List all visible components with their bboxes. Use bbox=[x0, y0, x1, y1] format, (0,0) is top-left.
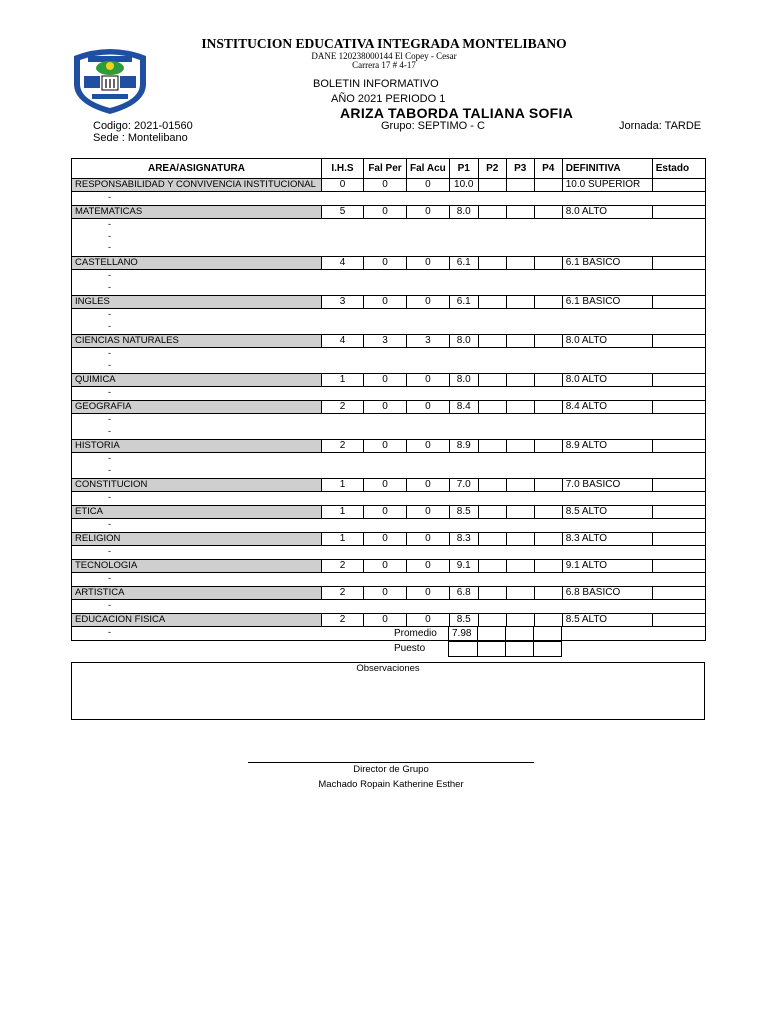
cell-ihs: 4 bbox=[322, 335, 364, 348]
promedio-p4 bbox=[534, 627, 562, 642]
cell-ihs: 2 bbox=[322, 401, 364, 414]
cell-area: RELIGION bbox=[72, 533, 322, 546]
cell-area: RESPONSABILIDAD Y CONVIVENCIA INSTITUCIONAL bbox=[72, 179, 322, 192]
column-header: Fal Acu bbox=[407, 159, 450, 179]
cell-definitiva: 8.5 ALTO bbox=[562, 506, 652, 519]
cell-p3 bbox=[506, 374, 534, 387]
institution-name: INSTITUCION EDUCATIVA INTEGRADA MONTELIBANO bbox=[201, 36, 567, 51]
cell-definitiva: 7.0 BASICO bbox=[562, 479, 652, 492]
cell-fal-acu: 0 bbox=[407, 374, 450, 387]
details-row bbox=[72, 192, 706, 206]
details-cell: - bbox=[72, 492, 706, 506]
cell-fal-per: 3 bbox=[364, 335, 407, 348]
cell-fal-acu: 0 bbox=[407, 533, 450, 546]
cell-p2 bbox=[478, 587, 506, 600]
details-cell: - bbox=[72, 600, 706, 614]
cell-estado bbox=[652, 533, 705, 546]
cell-fal-per: 0 bbox=[364, 179, 407, 192]
cell-ihs: 0 bbox=[322, 179, 364, 192]
cell-fal-acu: 0 bbox=[407, 257, 450, 270]
cell-p4 bbox=[534, 257, 562, 270]
cell-p3 bbox=[506, 506, 534, 519]
observations-title: Observaciones bbox=[356, 663, 420, 674]
table-row bbox=[72, 506, 706, 519]
cell-p2 bbox=[478, 374, 506, 387]
cell-fal-acu: 0 bbox=[407, 440, 450, 453]
cell-fal-acu: 0 bbox=[407, 506, 450, 519]
cell-p3 bbox=[506, 587, 534, 600]
signature-line bbox=[248, 762, 534, 763]
cell-ihs: 5 bbox=[322, 206, 364, 219]
details-cell: - - bbox=[72, 270, 706, 296]
cell-p3 bbox=[506, 206, 534, 219]
cell-p4 bbox=[534, 374, 562, 387]
table-row bbox=[72, 179, 706, 192]
cell-p2 bbox=[478, 479, 506, 492]
campus: Sede : Montelibano bbox=[93, 132, 188, 144]
cell-definitiva: 8.0 ALTO bbox=[562, 335, 652, 348]
cell-p1: 8.5 bbox=[449, 506, 478, 519]
cell-area: ARTISTICA bbox=[72, 587, 322, 600]
cell-p4 bbox=[534, 506, 562, 519]
cell-p4 bbox=[534, 587, 562, 600]
column-header: P2 bbox=[478, 159, 506, 179]
column-header: AREA/ASIGNATURA bbox=[72, 159, 322, 179]
cell-p3 bbox=[506, 533, 534, 546]
cell-fal-acu: 0 bbox=[407, 296, 450, 309]
cell-estado bbox=[652, 506, 705, 519]
cell-area: INGLES bbox=[72, 296, 322, 309]
student-group: Grupo: SEPTIMO - C bbox=[381, 120, 485, 132]
cell-ihs: 2 bbox=[322, 440, 364, 453]
details-cell: - - bbox=[72, 414, 706, 440]
cell-fal-per: 0 bbox=[364, 206, 407, 219]
puesto-p3 bbox=[506, 642, 534, 657]
cell-definitiva: 8.0 ALTO bbox=[562, 374, 652, 387]
cell-p3 bbox=[506, 560, 534, 573]
cell-area: TECNOLOGIA bbox=[72, 560, 322, 573]
cell-estado bbox=[652, 614, 705, 627]
cell-p4 bbox=[534, 335, 562, 348]
puesto-p2 bbox=[478, 642, 506, 657]
cell-definitiva: 9.1 ALTO bbox=[562, 560, 652, 573]
grades-table bbox=[71, 158, 706, 641]
cell-definitiva: 6.8 BASICO bbox=[562, 587, 652, 600]
details-cell: - bbox=[72, 192, 706, 206]
cell-fal-per: 0 bbox=[364, 374, 407, 387]
details-row bbox=[72, 627, 706, 641]
cell-p2 bbox=[478, 257, 506, 270]
cell-fal-acu: 0 bbox=[407, 206, 450, 219]
details-row bbox=[72, 309, 706, 335]
institution-address: Carrera 17 # 4-17 bbox=[352, 60, 416, 70]
column-header: I.H.S bbox=[322, 159, 364, 179]
cell-definitiva: 8.0 ALTO bbox=[562, 206, 652, 219]
cell-fal-acu: 3 bbox=[407, 335, 450, 348]
table-row bbox=[72, 401, 706, 414]
cell-p4 bbox=[534, 479, 562, 492]
cell-p2 bbox=[478, 206, 506, 219]
school-shift: Jornada: TARDE bbox=[619, 120, 702, 132]
cell-area: GEOGRAFIA bbox=[72, 401, 322, 414]
cell-fal-per: 0 bbox=[364, 533, 407, 546]
table-row bbox=[72, 374, 706, 387]
details-row bbox=[72, 219, 706, 257]
table-row bbox=[72, 614, 706, 627]
cell-p2 bbox=[478, 179, 506, 192]
table-row bbox=[72, 257, 706, 270]
cell-p4 bbox=[534, 533, 562, 546]
year-period: AÑO 2021 PERIODO 1 bbox=[331, 93, 446, 105]
table-row bbox=[72, 335, 706, 348]
cell-p4 bbox=[534, 206, 562, 219]
signature-role: Director de Grupo bbox=[353, 764, 429, 775]
cell-p3 bbox=[506, 296, 534, 309]
cell-fal-per: 0 bbox=[364, 560, 407, 573]
dane-code: DANE 120238000144 El Copey - Cesar bbox=[311, 51, 457, 61]
cell-p1: 9.1 bbox=[449, 560, 478, 573]
cell-p2 bbox=[478, 335, 506, 348]
details-row bbox=[72, 414, 706, 440]
promedio-p3 bbox=[506, 627, 534, 642]
cell-definitiva: 6.1 BASICO bbox=[562, 257, 652, 270]
details-row bbox=[72, 270, 706, 296]
column-header: Estado bbox=[652, 159, 705, 179]
cell-p2 bbox=[478, 401, 506, 414]
cell-area: CONSTITUCION bbox=[72, 479, 322, 492]
details-row bbox=[72, 519, 706, 533]
cell-ihs: 4 bbox=[322, 257, 364, 270]
cell-p2 bbox=[478, 440, 506, 453]
table-header-row bbox=[72, 159, 706, 179]
cell-p3 bbox=[506, 257, 534, 270]
column-header: P3 bbox=[506, 159, 534, 179]
cell-ihs: 3 bbox=[322, 296, 364, 309]
table-row bbox=[72, 440, 706, 453]
cell-fal-per: 0 bbox=[364, 587, 407, 600]
cell-estado bbox=[652, 560, 705, 573]
cell-p3 bbox=[506, 179, 534, 192]
details-cell: - - - bbox=[72, 219, 706, 257]
cell-p2 bbox=[478, 560, 506, 573]
cell-fal-per: 0 bbox=[364, 440, 407, 453]
cell-estado bbox=[652, 179, 705, 192]
report-title: BOLETIN INFORMATIVO bbox=[313, 78, 439, 90]
details-cell: - bbox=[72, 387, 706, 401]
details-row bbox=[72, 600, 706, 614]
details-row bbox=[72, 387, 706, 401]
cell-fal-acu: 0 bbox=[407, 479, 450, 492]
cell-estado bbox=[652, 440, 705, 453]
details-row bbox=[72, 348, 706, 374]
cell-estado bbox=[652, 206, 705, 219]
table-row bbox=[72, 587, 706, 600]
cell-p3 bbox=[506, 335, 534, 348]
cell-fal-per: 0 bbox=[364, 257, 407, 270]
cell-area: CIENCIAS NATURALES bbox=[72, 335, 322, 348]
cell-area: EDUCACION FISICA bbox=[72, 614, 322, 627]
cell-fal-acu: 0 bbox=[407, 614, 450, 627]
table-row bbox=[72, 206, 706, 219]
table-row bbox=[72, 296, 706, 309]
cell-p3 bbox=[506, 440, 534, 453]
cell-ihs: 2 bbox=[322, 614, 364, 627]
column-header: DEFINITIVA bbox=[562, 159, 652, 179]
cell-estado bbox=[652, 479, 705, 492]
cell-p1: 6.1 bbox=[449, 257, 478, 270]
details-cell: - - bbox=[72, 453, 706, 479]
details-row bbox=[72, 453, 706, 479]
cell-p2 bbox=[478, 506, 506, 519]
cell-fal-per: 0 bbox=[364, 296, 407, 309]
cell-p2 bbox=[478, 296, 506, 309]
details-cell: - - bbox=[72, 309, 706, 335]
puesto-p4 bbox=[534, 642, 562, 657]
details-row bbox=[72, 492, 706, 506]
details-cell: - bbox=[72, 546, 706, 560]
cell-p1: 6.1 bbox=[449, 296, 478, 309]
cell-ihs: 1 bbox=[322, 479, 364, 492]
column-header: P1 bbox=[449, 159, 478, 179]
cell-definitiva: 8.3 ALTO bbox=[562, 533, 652, 546]
cell-p1: 10.0 bbox=[449, 179, 478, 192]
cell-p3 bbox=[506, 401, 534, 414]
cell-p4 bbox=[534, 401, 562, 414]
cell-area: QUIMICA bbox=[72, 374, 322, 387]
cell-p1: 8.4 bbox=[449, 401, 478, 414]
cell-definitiva: 10.0 SUPERIOR bbox=[562, 179, 652, 192]
cell-ihs: 2 bbox=[322, 560, 364, 573]
cell-p1: 8.5 bbox=[449, 614, 478, 627]
cell-p1: 8.0 bbox=[449, 374, 478, 387]
cell-p4 bbox=[534, 296, 562, 309]
cell-estado bbox=[652, 374, 705, 387]
signature-name: Machado Ropain Katherine Esther bbox=[318, 779, 464, 790]
cell-fal-per: 0 bbox=[364, 401, 407, 414]
cell-estado bbox=[652, 401, 705, 414]
promedio-p1: 7.98 bbox=[449, 627, 478, 642]
cell-p2 bbox=[478, 614, 506, 627]
cell-p1: 6.8 bbox=[449, 587, 478, 600]
cell-definitiva: 6.1 BASICO bbox=[562, 296, 652, 309]
cell-estado bbox=[652, 587, 705, 600]
cell-p1: 8.3 bbox=[449, 533, 478, 546]
details-cell: - - bbox=[72, 348, 706, 374]
promedio-label: Promedio bbox=[394, 628, 437, 639]
column-header: P4 bbox=[534, 159, 562, 179]
promedio-p2 bbox=[478, 627, 506, 642]
details-row bbox=[72, 546, 706, 560]
student-name: ARIZA TABORDA TALIANA SOFIA bbox=[340, 105, 574, 121]
cell-definitiva: 8.5 ALTO bbox=[562, 614, 652, 627]
cell-fal-acu: 0 bbox=[407, 587, 450, 600]
cell-ihs: 2 bbox=[322, 587, 364, 600]
column-header: Fal Per bbox=[364, 159, 407, 179]
table-row bbox=[72, 560, 706, 573]
table-row bbox=[72, 479, 706, 492]
cell-p4 bbox=[534, 179, 562, 192]
summary-table bbox=[448, 626, 562, 657]
cell-p4 bbox=[534, 560, 562, 573]
cell-p3 bbox=[506, 614, 534, 627]
school-crest-icon bbox=[68, 40, 152, 116]
cell-definitiva: 8.9 ALTO bbox=[562, 440, 652, 453]
promedio-row bbox=[449, 627, 562, 642]
puesto-label: Puesto bbox=[394, 643, 426, 654]
cell-fal-acu: 0 bbox=[407, 401, 450, 414]
cell-p1: 8.9 bbox=[449, 440, 478, 453]
cell-estado bbox=[652, 296, 705, 309]
puesto-p1 bbox=[449, 642, 478, 657]
cell-p4 bbox=[534, 614, 562, 627]
cell-area: MATEMATICAS bbox=[72, 206, 322, 219]
table-row bbox=[72, 533, 706, 546]
cell-p3 bbox=[506, 479, 534, 492]
cell-estado bbox=[652, 335, 705, 348]
cell-ihs: 1 bbox=[322, 374, 364, 387]
cell-fal-per: 0 bbox=[364, 479, 407, 492]
puesto-row bbox=[449, 642, 562, 657]
cell-p2 bbox=[478, 533, 506, 546]
cell-p1: 8.0 bbox=[449, 335, 478, 348]
cell-area: CASTELLANO bbox=[72, 257, 322, 270]
cell-fal-acu: 0 bbox=[407, 179, 450, 192]
details-row bbox=[72, 573, 706, 587]
details-cell: - bbox=[72, 627, 706, 641]
cell-ihs: 1 bbox=[322, 533, 364, 546]
details-cell: - bbox=[72, 519, 706, 533]
cell-area: HISTORIA bbox=[72, 440, 322, 453]
cell-p4 bbox=[534, 440, 562, 453]
cell-definitiva: 8.4 ALTO bbox=[562, 401, 652, 414]
details-cell: - bbox=[72, 573, 706, 587]
cell-p1: 7.0 bbox=[449, 479, 478, 492]
cell-fal-acu: 0 bbox=[407, 560, 450, 573]
cell-estado bbox=[652, 257, 705, 270]
cell-fal-per: 0 bbox=[364, 614, 407, 627]
cell-fal-per: 0 bbox=[364, 506, 407, 519]
cell-ihs: 1 bbox=[322, 506, 364, 519]
student-code: Codigo: 2021-01560 bbox=[93, 120, 193, 132]
cell-area: ETICA bbox=[72, 506, 322, 519]
cell-p1: 8.0 bbox=[449, 206, 478, 219]
